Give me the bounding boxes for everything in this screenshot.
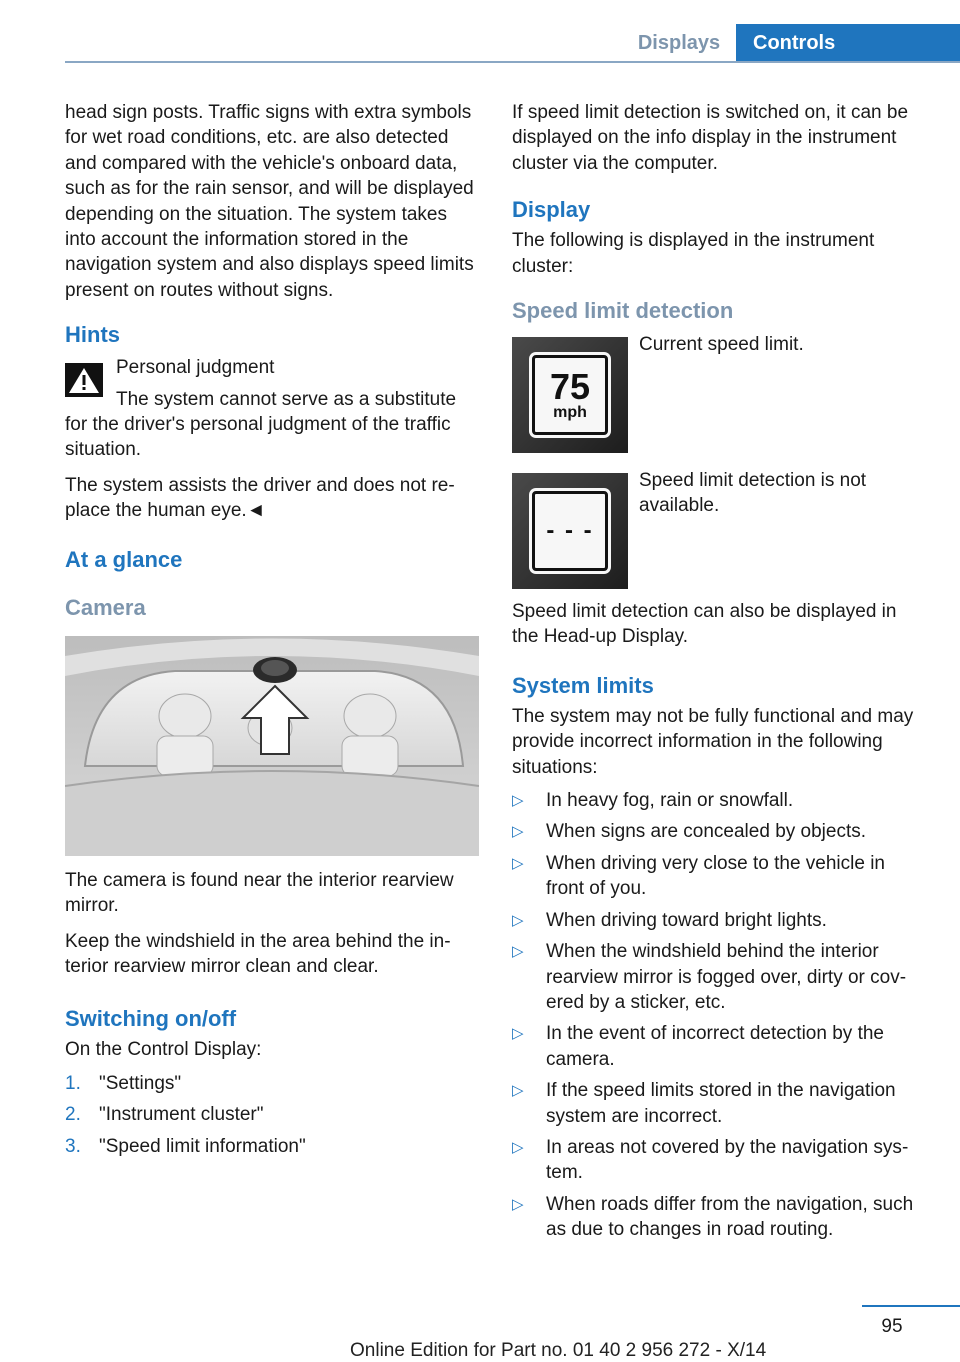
display-heading: Display — [512, 197, 591, 223]
camera-location-illustration — [65, 636, 479, 856]
footer-edition-text: Online Edition for Part no. 01 40 2 956 272 - X/14 — [350, 1340, 767, 1361]
warning-triangle-icon — [65, 363, 103, 397]
list-item — [512, 1192, 927, 1243]
list-item-text: When driving toward bright lights. — [546, 909, 827, 931]
footer-divider — [862, 1305, 960, 1307]
system-limits-intro: The system may not be fully functional and may provide incorrect information in the following situations: — [512, 705, 914, 778]
step-number: 3. — [65, 1135, 81, 1157]
warning-line2: for the driver's personal judgment of the traffic situation. — [65, 414, 451, 461]
sign-face — [532, 355, 608, 435]
display-intro: The following is displayed in the instrument cluster: — [512, 230, 875, 277]
triangle-bullet-icon: ▷ — [512, 1195, 524, 1213]
speed-limit-detection-heading: Speed limit detection — [512, 298, 734, 324]
list-item-text: If the speed limits stored in the navigation system are incorrect. — [546, 1080, 896, 1127]
triangle-bullet-icon: ▷ — [512, 854, 524, 872]
list-item — [512, 939, 927, 1015]
switching-intro: On the Control Display: — [65, 1039, 262, 1061]
list-item — [65, 1102, 479, 1127]
sign-unit: mph — [553, 404, 587, 422]
triangle-bullet-icon: ▷ — [512, 911, 524, 929]
list-item — [512, 851, 927, 902]
list-item-text: When the windshield behind the interior rearview mirror is fogged over, dirty or covered by a sticker, etc. — [546, 941, 907, 1013]
list-item — [512, 1078, 927, 1129]
sign-description: Speed limit detection is not available. — [639, 470, 867, 517]
intro-paragraph: head sign posts. Traffic signs with extra symbols for wet road conditions, etc. are also detected and compared with the vehicle's onboard data, such as for the rain sensor, and will be displayed depending on the situation. The system takes into account the information stored in the navigation system and also displays speed limits present on routes without signs. — [65, 102, 474, 301]
right-intro-paragraph: If speed limit detection is switched on, it can be displayed on the info display in the instrument cluster via the computer. — [512, 102, 909, 174]
camera-paragraph-2: Keep the windshield in the area behind the interior rearview mirror clean and clear. — [65, 930, 451, 977]
left-column — [65, 100, 479, 1165]
car-interior-illustration — [65, 636, 479, 856]
triangle-bullet-icon: ▷ — [512, 792, 524, 810]
hints-heading: Hints — [65, 322, 120, 348]
list-item-text: In heavy fog, rain or snowfall. — [546, 790, 794, 812]
step-text: "Instrument cluster" — [99, 1104, 264, 1126]
list-item-text: When signs are concealed by objects. — [546, 821, 867, 843]
step-number: 1. — [65, 1072, 81, 1094]
triangle-bullet-icon: ▷ — [512, 823, 524, 841]
switching-heading: Switching on/off — [65, 1006, 237, 1032]
list-item — [512, 788, 927, 813]
list-item — [512, 1021, 927, 1072]
list-item-text: In the event of incorrect detection by the camera. — [546, 1023, 884, 1070]
camera-heading: Camera — [65, 594, 146, 620]
warning-block — [65, 355, 479, 463]
speed-sign-unavailable-icon — [512, 473, 628, 589]
page-number: 95 — [881, 1316, 903, 1337]
sign-description: Current speed limit. — [639, 334, 804, 356]
sign-face — [532, 491, 608, 571]
list-item — [65, 1071, 479, 1096]
tab-displays[interactable]: Displays — [637, 31, 721, 54]
step-text: "Settings" — [99, 1072, 182, 1094]
system-limits-heading: System limits — [512, 672, 654, 698]
speed-sign-75-icon — [512, 337, 628, 453]
hud-paragraph: Speed limit detection can also be displayed in the Head-up Display. — [512, 601, 897, 648]
list-item — [512, 819, 927, 844]
triangle-bullet-icon: ▷ — [512, 1138, 524, 1156]
list-item — [65, 1134, 479, 1159]
right-column — [512, 100, 927, 1249]
warning-title: Personal judgment — [116, 357, 275, 379]
triangle-bullet-icon: ▷ — [512, 943, 524, 961]
sign-row-current — [512, 334, 927, 453]
camera-caption: The camera is found near the interior rearview mirror. — [65, 869, 454, 917]
list-item-text: When roads differ from the navigation, such as due to changes in road routing. — [546, 1193, 914, 1241]
tab-controls[interactable]: Controls — [736, 24, 960, 62]
sign-row-unavailable — [512, 470, 927, 589]
triangle-bullet-icon: ▷ — [512, 1082, 524, 1100]
switching-steps — [65, 1071, 479, 1159]
at-a-glance-heading: At a glance — [65, 546, 183, 572]
list-item-text: When driving very close to the vehicle in front of you. — [546, 852, 885, 900]
header-divider — [65, 61, 960, 63]
list-item-text: In areas not covered by the navigation system. — [546, 1136, 909, 1184]
step-text: "Speed limit information" — [99, 1135, 306, 1157]
list-item — [512, 908, 927, 933]
sign-dashes: - - - — [546, 517, 594, 545]
sign-value: 75 — [549, 366, 591, 408]
triangle-bullet-icon: ▷ — [512, 1025, 524, 1043]
warning-line1: The system cannot serve as a substitute — [116, 388, 457, 410]
step-number: 2. — [65, 1104, 81, 1126]
list-item — [512, 1135, 927, 1186]
system-limits-list — [512, 788, 927, 1243]
warning-paragraph-2: The system assists the driver and does not replace the human eye.◄ — [65, 474, 455, 522]
